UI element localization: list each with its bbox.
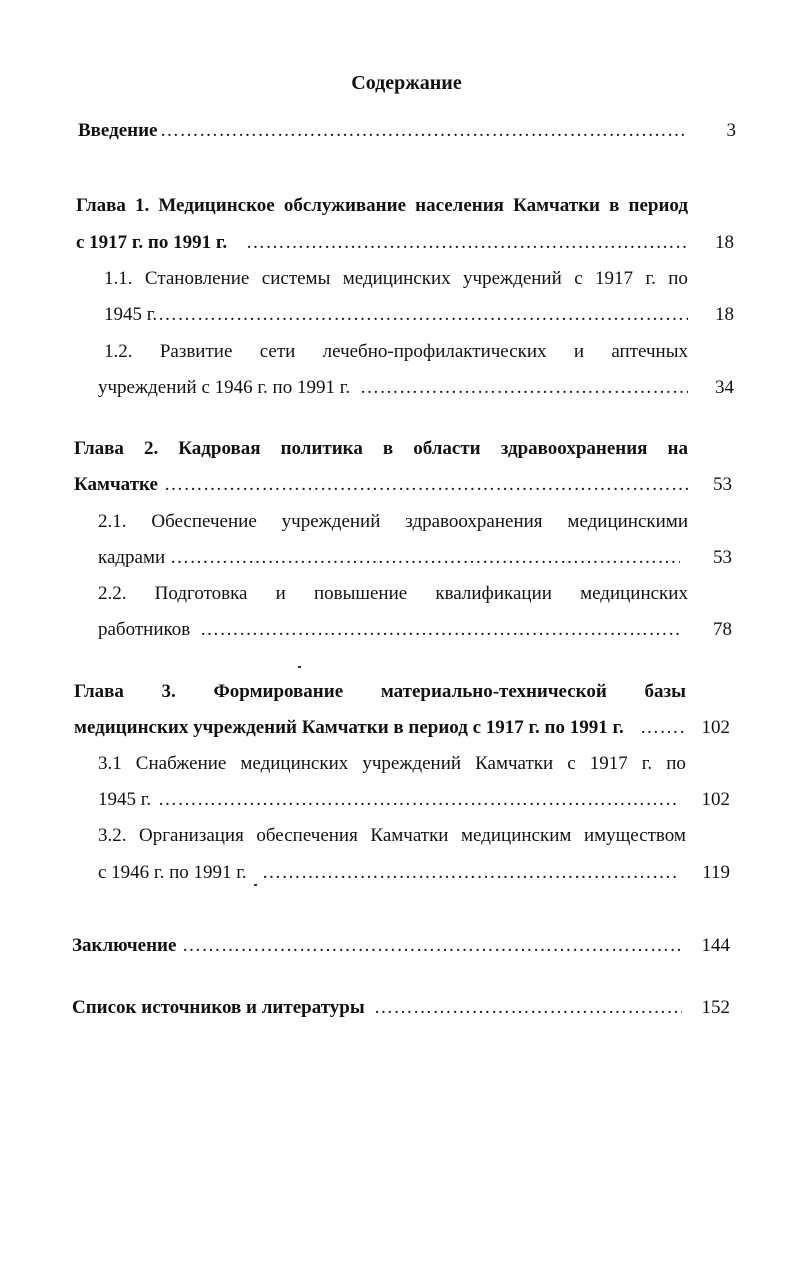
toc-word: обеспечения	[256, 825, 358, 846]
toc-word: населения	[415, 195, 504, 216]
toc-s32-heading	[98, 824, 686, 848]
toc-word: г.	[641, 753, 653, 774]
toc-word: системы	[261, 268, 331, 289]
toc-leader	[170, 546, 680, 570]
toc-word: и	[573, 341, 585, 362]
scan-speck	[254, 884, 257, 886]
toc-word: учреждений	[281, 511, 381, 532]
toc-word: по	[666, 753, 686, 774]
toc-s21-heading	[98, 510, 688, 534]
toc-word: имуществом	[583, 825, 686, 846]
toc-leader	[182, 934, 682, 958]
toc-ch1-page: 18	[715, 232, 734, 253]
toc-word: Обеспечение	[151, 511, 257, 532]
toc-word: 1917	[589, 753, 628, 774]
toc-s31-heading-end: 1945 г.	[98, 789, 152, 810]
toc-word: медицинским	[461, 825, 572, 846]
toc-word: учреждений	[362, 753, 462, 774]
toc-s32-heading-end: с 1946 г. по 1991 г.	[98, 862, 247, 883]
toc-intro-label: Введение	[78, 120, 158, 141]
toc-word: лечебно-профилактических	[322, 341, 547, 362]
toc-word: 2.1.	[98, 511, 127, 532]
toc-ch1-heading-end: с 1917 г. по 1991 г.	[76, 232, 228, 253]
toc-leader	[246, 231, 688, 255]
toc-word: в	[382, 438, 394, 459]
toc-word: с	[574, 268, 583, 289]
toc-s11-heading	[104, 267, 688, 291]
toc-word: медицинских	[240, 753, 349, 774]
toc-s31-page: 102	[701, 789, 730, 810]
toc-word: квалификации	[435, 583, 552, 604]
toc-s21-page: 53	[713, 547, 732, 568]
toc-word: обслуживание	[283, 195, 406, 216]
toc-leader	[164, 473, 688, 497]
toc-word: здравоохранения	[405, 511, 543, 532]
toc-s22-page: 78	[713, 619, 732, 640]
toc-ch3-page: 102	[701, 717, 730, 738]
toc-ch2-heading-end: Камчатке	[74, 474, 158, 495]
toc-word: политика	[280, 438, 363, 459]
toc-s12-page: 34	[715, 377, 734, 398]
toc-word: г.	[645, 268, 656, 289]
toc-leader	[158, 303, 688, 327]
scan-speck	[298, 666, 301, 668]
toc-word: 1.1.	[104, 268, 133, 289]
toc-word: на	[667, 438, 688, 459]
toc-word: Глава	[74, 438, 124, 459]
page-title: Содержание	[351, 72, 462, 94]
toc-sources-page: 152	[701, 997, 730, 1018]
toc-word: Медицинское	[158, 195, 275, 216]
toc-word: по	[668, 268, 688, 289]
toc-word: медицинских	[580, 583, 688, 604]
toc-ch3-heading-end: медицинских учреждений Камчатки в период с 1917 г. по 1991 г.	[74, 717, 624, 738]
toc-word: Камчатки	[513, 195, 600, 216]
toc-s11-page: 18	[715, 304, 734, 325]
toc-s22-heading-end: работников	[98, 619, 191, 640]
toc-word: области	[413, 438, 481, 459]
toc-s32-page: 119	[702, 862, 730, 883]
toc-word: 3.2.	[98, 825, 127, 846]
toc-word: 3.1	[98, 753, 122, 774]
toc-word: повышение	[313, 583, 408, 604]
toc-ch1-heading	[76, 194, 688, 218]
toc-word: здравоохранения	[500, 438, 648, 459]
toc-word: 1917	[595, 268, 634, 289]
toc-word: Камчатки	[475, 753, 554, 774]
toc-ch3-heading	[74, 680, 686, 704]
toc-word: 1.	[135, 195, 150, 216]
toc-word: 2.2.	[98, 583, 127, 604]
toc-leader	[158, 788, 680, 812]
toc-word: Формирование	[213, 681, 344, 702]
toc-word: Кадровая	[178, 438, 261, 459]
toc-word: Снабжение	[135, 753, 227, 774]
toc-word: Подготовка	[154, 583, 248, 604]
toc-leader	[360, 376, 688, 400]
toc-word: и	[275, 583, 286, 604]
toc-leader	[262, 861, 680, 885]
toc-word: 1.2.	[104, 341, 133, 362]
toc-leader	[200, 618, 680, 642]
toc-conclusion-page: 144	[701, 935, 730, 956]
toc-word: с	[567, 753, 576, 774]
toc-conclusion-label: Заключение	[72, 935, 177, 956]
toc-s12-heading-end: учреждений с 1946 г. по 1991 г.	[98, 377, 351, 398]
toc-word: учреждений	[463, 268, 562, 289]
toc-s22-heading	[98, 582, 688, 606]
toc-word: материально-технической	[380, 681, 607, 702]
toc-word: Глава	[76, 195, 126, 216]
toc-s11-heading-end: 1945 г.	[104, 304, 158, 325]
toc-word: в	[609, 195, 620, 216]
toc-s31-heading	[98, 752, 686, 776]
toc-intro-page: 3	[726, 120, 736, 141]
toc-leader	[160, 119, 688, 143]
toc-ch2-heading	[74, 437, 688, 461]
toc-word: медицинскими	[567, 511, 688, 532]
toc-word: 2.	[143, 438, 159, 459]
toc-s21-heading-end: кадрами	[98, 547, 166, 568]
toc-sources-label: Список источников и литературы	[72, 997, 365, 1018]
toc-word: базы	[644, 681, 686, 702]
toc-word: Глава	[74, 681, 124, 702]
toc-leader	[374, 996, 682, 1020]
toc-word: Камчатки	[370, 825, 449, 846]
toc-word: аптечных	[611, 341, 688, 362]
toc-word: сети	[259, 341, 296, 362]
toc-word: медицинских	[342, 268, 451, 289]
toc-word: Организация	[139, 825, 244, 846]
toc-s12-heading	[104, 340, 688, 364]
toc-word: Становление	[144, 268, 250, 289]
toc-word: Развитие	[159, 341, 233, 362]
toc-word: период	[628, 195, 688, 216]
toc-word: 3.	[161, 681, 176, 702]
toc-ch2-page: 53	[713, 474, 732, 495]
